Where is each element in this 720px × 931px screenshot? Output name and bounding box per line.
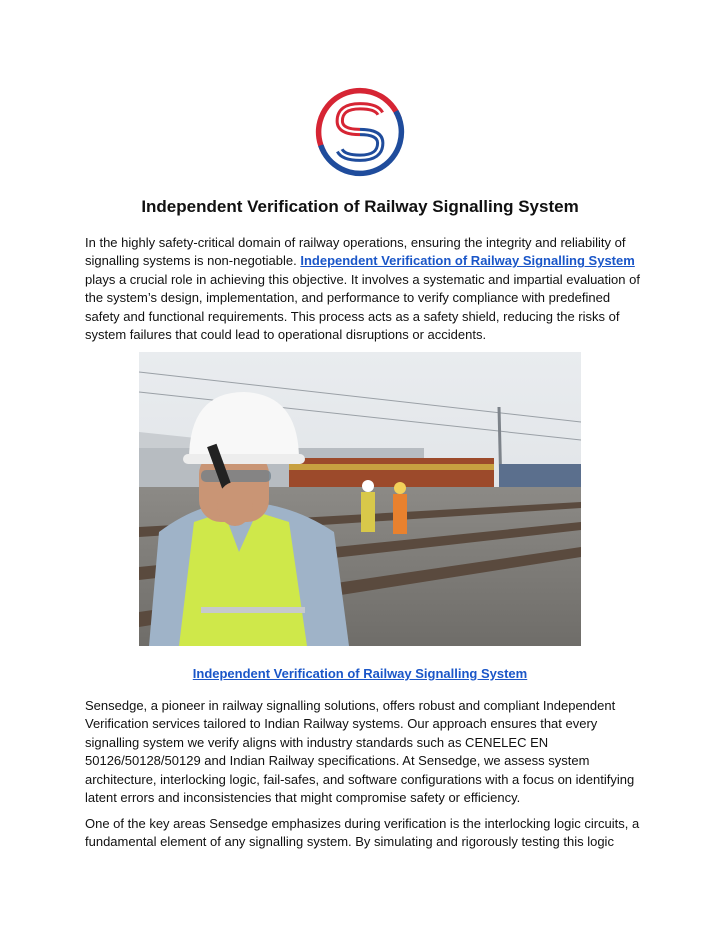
services-paragraph: Sensedge, a pioneer in railway signalling solutions, offers robust and compliant Independent Verification services tailored to Indian Railway systems. Our approach ensures that every signalling system we verify aligns with industry standards such as CENELEC EN 50126/50128/50129 and Indian Railway specifications. At Sensedge, we assess system architecture, interlocking logic, fail-safes, and software configurations with a focus on identifying latent errors and inconsistencies that might compromise safety or efficiency. [85,698,635,806]
image-caption-link[interactable]: Independent Verification of Railway Signalling System [192,666,528,681]
sensedge-logo-icon [314,86,406,178]
page-title: Independent Verification of Railway Signalling System [141,197,579,216]
image-caption [0,666,720,681]
intro-paragraph [85,234,645,344]
railway-worker-photo [139,352,581,646]
intro-link[interactable]: Independent Verification of Railway Signalling System [300,253,635,269]
interlocking-paragraph: One of the key areas Sensedge emphasizes during verification is the interlocking logic circuits, a fundamental element of any signalling system. By simulating and rigorously testing this logic [85,816,640,850]
intro-text-after: plays a crucial role in achieving this objective. It involves a systematic and impartial evaluation of the system’s design, implementation, and performance to verify compliance with predefined safety and functional requirements. This process acts as a safety shield, reducing the risks of system failures that could lead to operational disruptions or accidents. [85,271,640,343]
intro-text-before: In the highly safety-critical domain of railway operations, ensuring the integrity and reliability of signalling systems is non-negotiable. [85,235,626,269]
